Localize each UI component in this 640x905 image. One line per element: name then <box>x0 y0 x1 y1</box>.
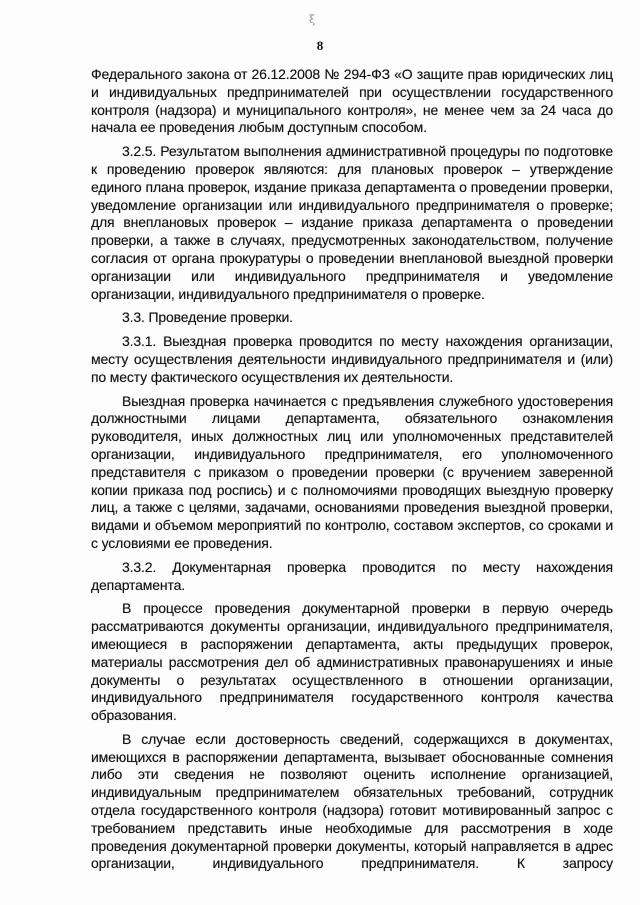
paragraph-3-2-5: 3.2.5. Результатом выполнения административной процедуры по подготовке к проведению проверок являются: для плановых проверок – утверждение единого плана проверок, издание приказа департамента о проведении проверки, уведомление организации или индивидуального предпринимателя о проверке; для внеплановых проверок – издание приказа департамента о проведении проверки, а также в случаях, предусмотренных законодательством, получение согласия от органа прокуратуры о проведении внеплановой выездной проверки организации или индивидуального предпринимателя и уведомление организации, индивидуального предпринимателя о проверке. <box>91 143 613 302</box>
section-heading-3-3: 3.3. Проведение проверки. <box>122 309 293 326</box>
scan-mark: ξ <box>309 13 316 26</box>
paragraph-documentary-review: В процессе проведения документарной проверки в первую очередь рассматриваются документы организации, индивидуального предпринимателя, имеющиеся в распоряжении департамента, акты предыдущих проверок, материалы рассмотрения дел об административных правонарушениях и иные документы о результатах осуществленного в отношении организации, индивидуального предпринимателя государственного контроля качества образования. <box>91 600 613 724</box>
paragraph-request-documents: В случае если достоверность сведений, содержащихся в документах, имеющихся в распоряжении департамента, вызывает обоснованные сомнения либо эти сведения не позволяют оценить исполнение организацией, индивидуальным предпринимателем обязательных требований, сотрудник отдела государственного контроля (надзора) готовит мотивированный запрос с требованием представить иные необходимые для рассмотрения в ходе проведения документарной проверки документы, который направляется в адрес организации, индивидуального предпринимателя. К запросу <box>91 730 613 872</box>
paragraph-law-reference: Федерального закона от 26.12.2008 № 294-ФЗ «О защите прав юридических лиц и индивидуальных предпринимателей при осуществлении государственного контроля (надзора) и муниципального контроля», не менее чем за 24 часа до начала ее проведения любым доступным способом. <box>91 66 613 136</box>
paragraph-onsite-inspection: Выездная проверка начинается с предъявления служебного удостоверения должностными лицами департамента, обязательного ознакомления руководителя, иных должностных лиц или уполномоченных представителей организации, индивидуального предпринимателя, его уполномоченного представителя с приказом о проведении проверки (с вручением заверенной копии приказа под роспись) и с полномочиями проводящих выездную проверку лиц, а также с целями, задачами, основаниями проведения выездной проверки, видами и объемом мероприятий по контролю, составом экспертов, со сроками и с условиями ее проведения. <box>91 392 613 551</box>
document-body <box>91 66 613 879</box>
paragraph-3-3-1: 3.3.1. Выездная проверка проводится по месту нахождения организации, месту осуществления деятельности индивидуального предпринимателя и (или) по месту фактического осуществления их деятельности. <box>91 333 613 385</box>
paragraph-3-3-2: 3.3.2. Документарная проверка проводится по месту нахождения департамента. <box>91 558 613 593</box>
page-number: 8 <box>316 38 324 53</box>
